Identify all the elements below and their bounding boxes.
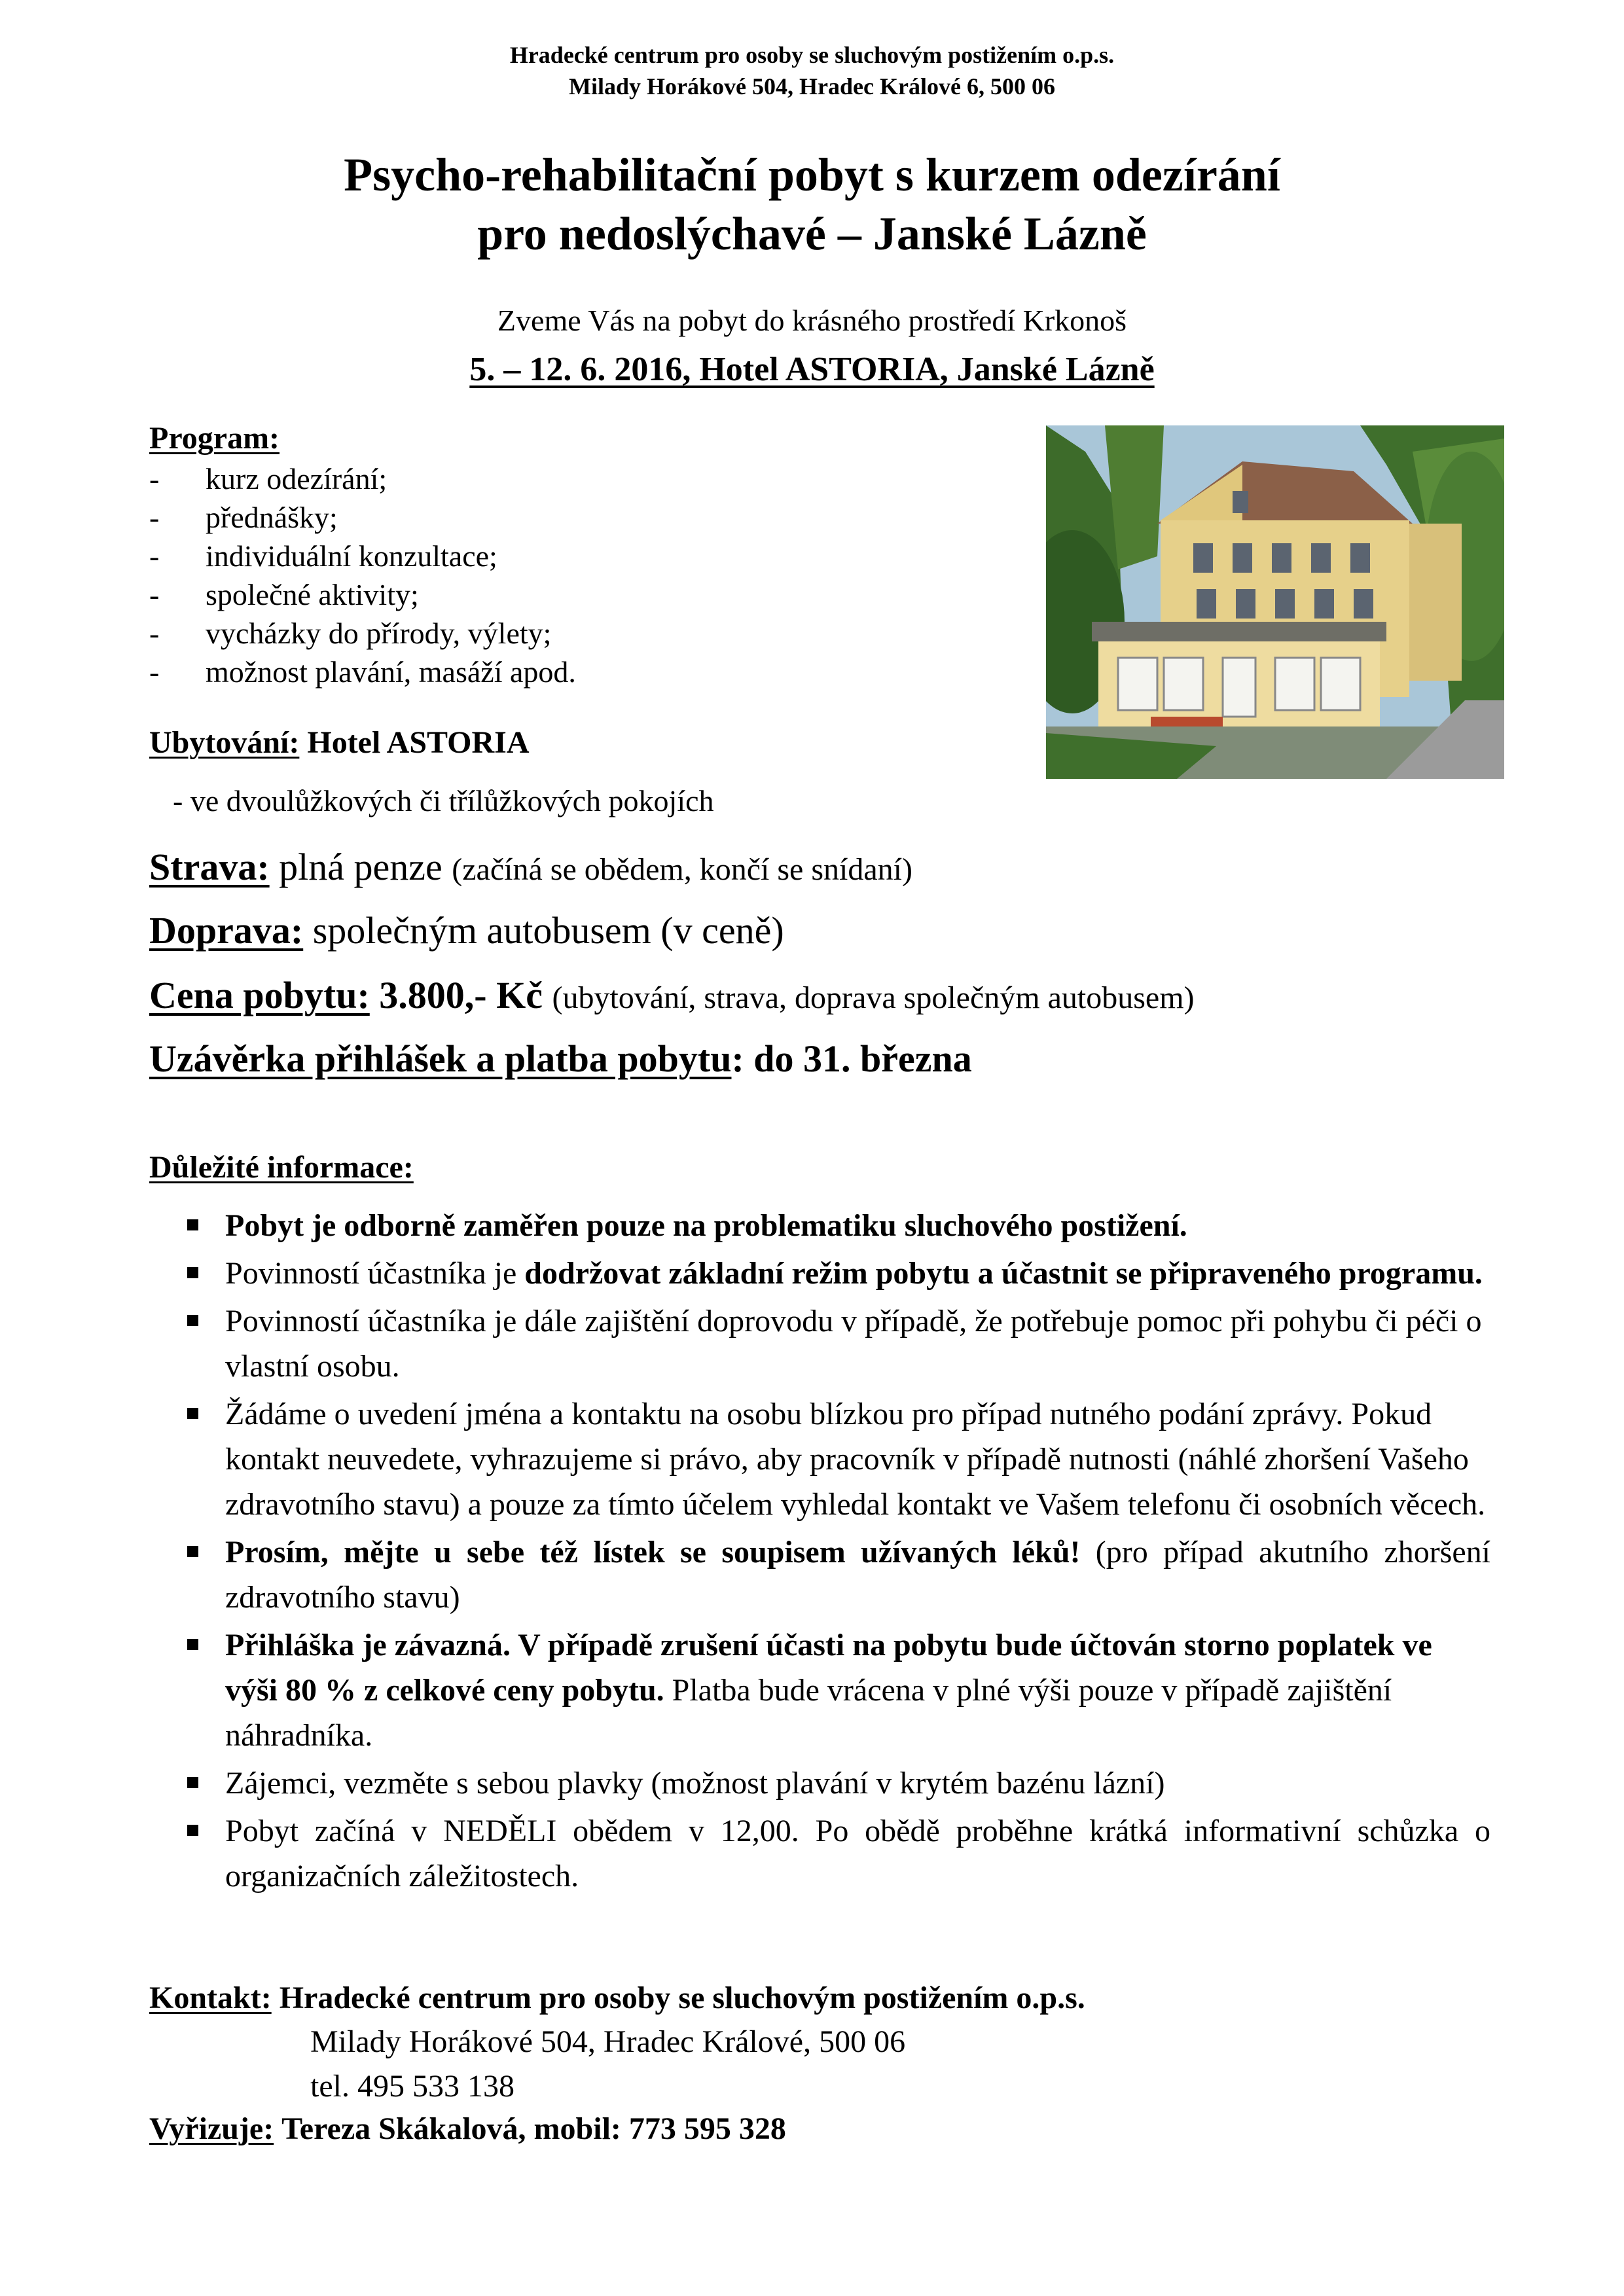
accommodation-line (149, 725, 530, 761)
contact-address: Milady Horákové 504, Hradec Králové, 500 06 (310, 2024, 906, 2059)
info-item-text: Pobyt začíná v NEDĚLI obědem v 12,00. Po obědě proběhne krátká informativní schůzka o organizačních záležitostech. (225, 1814, 1490, 1893)
info-item-text: (pro případ akutního zhoršení zdravotního stavu) (225, 1535, 1490, 1615)
invite-text: Zveme Vás na pobyt do krásného prostředí Krkonoš (497, 304, 1127, 337)
info-item-text: Zájemci, vezměte s sebou plavky (možnost plavání v krytém bazénu lázní) (225, 1766, 1165, 1801)
handler-line (149, 2111, 786, 2147)
info-item-text-bold: dodržovat základní režim pobytu a účastnit se připraveného programu. (524, 1256, 1483, 1291)
price-line (149, 973, 1195, 1021)
info-item-text-bold: Přihláška je závazná. V případě zrušení účasti na pobytu bude účtován storno poplatek ve výši 80 % z celkové ceny pobytu. (225, 1628, 1432, 1708)
dates-text: 5. – 12. 6. 2016, Hotel ASTORIA, Janské Lázně (469, 351, 1155, 388)
price-label: Cena pobytu: (149, 974, 370, 1016)
food-line (149, 844, 912, 893)
info-item (185, 1391, 1490, 1527)
info-item (185, 1203, 1490, 1248)
contact-phone: tel. 495 533 138 (310, 2069, 514, 2104)
info-item-text: Povinností účastníka je (225, 1256, 525, 1291)
program-item: - společné aktivity; (149, 575, 576, 614)
accommodation-label: Ubytování: (149, 725, 300, 760)
deadline-line (149, 1036, 972, 1082)
price-note: (ubytování, strava, doprava společným autobusem) (552, 980, 1195, 1015)
info-item (185, 1623, 1490, 1758)
title-line-1: Psycho-rehabilitační pobyt s kurzem odezírání (344, 149, 1280, 201)
info-item-text-bold: Prosím, mějte u sebe též lístek se soupisem užívaných léků! (225, 1535, 1081, 1570)
contact-label: Kontakt: (149, 1981, 272, 2015)
info-item (185, 1251, 1490, 1296)
dates-line (0, 350, 1624, 389)
program-item: - přednášky; (149, 498, 576, 537)
program-item: - možnost plavání, masáží apod. (149, 653, 576, 691)
info-item-text: Pobyt je odborně zaměřen pouze na problematiku sluchového postižení. (225, 1208, 1187, 1243)
deadline-label: Uzávěrka přihlášek a platba pobytu (149, 1037, 732, 1080)
info-label: Důležité informace: (149, 1150, 414, 1185)
transport-line (149, 908, 784, 954)
accommodation-detail: - ve dvoulůžkových či třílůžkových pokojích (173, 784, 714, 817)
transport-label: Doprava: (149, 909, 304, 952)
program-item: - individuální konzultace; (149, 537, 576, 575)
header-org: Hradecké centrum pro osoby se sluchovým postižením o.p.s. (509, 42, 1115, 68)
transport-value: společným autobusem (v ceně) (312, 909, 784, 952)
info-item (185, 1761, 1490, 1806)
deadline-value: : do 31. března (731, 1037, 972, 1080)
handler-label: Vyřizuje: (149, 2111, 274, 2146)
info-item (185, 1530, 1490, 1620)
program-list (149, 459, 576, 691)
food-label: Strava: (149, 846, 270, 888)
program-label: Program: (149, 421, 280, 456)
info-item-text: Platba bude vrácena v plné výši pouze v případě zajištění náhradníka. (225, 1673, 1392, 1753)
hotel-astoria-photo (1046, 425, 1504, 779)
program-item: - vycházky do přírody, výlety; (149, 614, 576, 653)
food-value: plná penze (279, 846, 442, 888)
food-note: (začíná se obědem, končí se snídaní) (452, 852, 912, 887)
info-item (185, 1808, 1490, 1899)
info-item-text: Povinností účastníka je dále zajištění doprovodu v případě, že potřebuje pomoc při pohybu či péči o vlastní osobu. (225, 1304, 1482, 1384)
contact-line (149, 1980, 1085, 2016)
info-item-text: Žádáme o uvedení jména a kontaktu na osobu blízkou pro případ nutného podání zprávy. Pokud kontakt neuvedete, vyhrazujeme si právo, aby pracovník v případě nutnosti (náhlé zhoršení Vašeho zdravotního stavu) a pouze za tímto účelem vyhledal kontakt ve Vašem telefonu či osobních věcech. (225, 1397, 1486, 1522)
price-value: 3.800,- Kč (379, 974, 543, 1016)
program-item: - kurz odezírání; (149, 459, 576, 498)
handler-value: Tereza Skákalová, mobil: 773 595 328 (281, 2111, 786, 2146)
title-line-2: pro nedoslýchavé – Janské Lázně (477, 207, 1147, 260)
contact-org: Hradecké centrum pro osoby se sluchovým postižením o.p.s. (279, 1981, 1085, 2015)
header-address: Milady Horákové 504, Hradec Králové 6, 500 06 (569, 73, 1055, 99)
info-list (185, 1203, 1490, 1899)
info-item (185, 1299, 1490, 1389)
accommodation-value: Hotel ASTORIA (307, 725, 530, 760)
